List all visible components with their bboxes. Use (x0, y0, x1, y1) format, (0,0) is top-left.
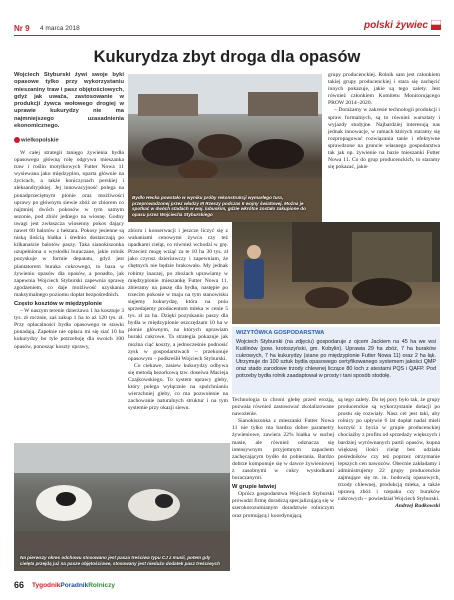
farmer-photo (232, 222, 440, 324)
region-name: wielkopolskie (21, 137, 59, 144)
column-3 (328, 72, 440, 171)
column-1 (14, 150, 124, 351)
lead-paragraph: Wojciech Styburski żywi swoje byki opasowe tylko przy wykorzystaniu mieszaniny traw i pasz objętościowych, gdyż jak uważa, zastosowanie w produkcji żywca wołowego drogiej w uprawie kukurydzy nie ma najmniejszego uzasadnienia ekonomicznego. (14, 72, 124, 130)
col2-paragraph-b: Co ciekawe, zasiew kukurydzy odbywa się metodą bezorkową tzw. doseiwa Macieja Czajkowskiego. To system uprawy gleby, który polega wyłącznie na spulchnianiu wierzchniej gleby, co ma pozwolenie na zachowanie naturalnych struktur i na tym systemie przy okazji siewu. (128, 362, 228, 412)
col3-low-paragraph: są tego zalety. Do tej pory było tak, że grupy producenckie są wykorzystanie dotacji po prostu się rozwiały. Nasz cel jest taki, aby rolnicy po upływie 6 lat dopłat nadal mieli korzyść z bycia w grupie producenckiej chociażby z profitu od sprzedaży większych i bardziej wyrównanych partii opasów, kupna większej ilości cieląt bez udziału pośredników czy też poprzez otrzymanie lepszych cen nawozów. Obecnie zakładamy i administrujemy 22 grupy producenckie zajmujące się m. in. hodowlą opasowych, trzody chlewnej, produkcją mleka, a także uprawą zbóż i rzepaku czy buraków cukrowych – powiedział Wojciech Styburski. (338, 397, 440, 503)
farm-info-box (232, 327, 440, 394)
issue-date: 4 marca 2018 (40, 25, 80, 32)
calves-photo (14, 443, 230, 571)
col3-paragraph: grupy producenckiej. Rolnik sam jest członkiem takiej grupy producenckiej i stara się zachęcić innych pokazuje, jakie są tego zalety. Jest również członkiem Komitetu Monitorującego PROW 2014–2020. (328, 72, 440, 107)
page-title: Kukurydza zbyt droga dla opasów (93, 48, 361, 66)
col1-paragraph: W całej strategii tanięgo żywienia bydła opasowego główną rolę odgrywa mieszanka traw i roślin motylkowych Futter Nowa 11 wysiewana jako międzyplon, oparta głównie na życicach, a także koniczynach perskiej i aleksandryjskiej. Jej innowacyjność polega na ponadprzeciętnym plonie oraz możliwości uprawy po głównym siewie zbóż ze zbiorem co najmniej dwóch pokosów w tym samym sezonie, pod zbiór jednego na wiosnę. Godny uwagi jest zwłaszcza wiosenny pokos dający nawet 60 balotów z hektara. Pokosy jesienne są niską ilością białka i średnio dostarczają po kilkanaście balotów paszy. Taka sianokiszonka uzupełniona o wysłodki buraczane, jakie rolnik pozyskuje w formie depatatu, gdyż jest plantatorem buraka cukrowego, to baza w żywieniu opasów dla opasów, a ponadto, jak zapewnia Wojciech Styburski zapewnia sprawę zgodzeniem, co daje możliwość uzyskania maksymalnego poziomu dopłat bezpośrednich. (14, 150, 124, 298)
column-2 (128, 228, 228, 412)
brand-part-3: Rolniczy (88, 582, 115, 589)
brand-logo (32, 582, 115, 589)
brand-part-2: Poradnik (60, 582, 89, 589)
farmer-illustration (232, 222, 440, 324)
author-name: Andrzej Rudkowski (395, 503, 440, 510)
brand-part-1: Tygodnik (32, 582, 61, 589)
region-tag (14, 137, 59, 144)
col3-paragraph-b: – Dorażamy w zakresie technologii produkcji i spraw formalnych, są to również warsztaty i wyjazdy studyjne. Najbardziej interesują nas jednak innowacje, w ramach których staramy się rozpropagować rozwiązania tanie i efektywne sprawdzone na gruncie własnego gospodarstwa tak jak np. żywienie na bazie mieszanki Futter Nowa 11. Co do grup producenckich, to staramy się pokazać, jakie (328, 107, 440, 171)
issue-number: Nr 9 (14, 24, 30, 33)
col2-paragraph: zbioru i konserwacji i jeszcze liczyć się z wahaniami cenowymi żywca czy też upadkami cieląt, co również wchodzi w grę. Przecież mogę wziąć za te 10 ha 30 tys. zł jako czynsz dzierżawczy i zapewniam, że chętnych nie będzie brakowało. My jednak robimy inaczej, po zbożach uprawiamy w międzyplonie mieszankę Futter Nowa 11, zbieramy na paszę dla bydła, następie po trzecim pokosie w maju na tym stanowisku sięjemy kukurydzę, która na pniu sprzedajemy producentom mleka w cenie 5 tys. zł za ha. Dzięki pozyskaniu paszy dla bydła w międzyplonie oszczędzam 10 ha w plonie głównym, na których uprawiam buraki cukrowe. Ta strategia pokazuje jak można ciąć koszty, a jednocześnie podnosić zysk w gospodarstwach – przekonuje opasowym – podkreślił Wojciech Styburski. (128, 228, 228, 362)
col1-subheading: Często kosztów w międzyplonie (14, 300, 102, 307)
box-heading: WIZYTÓWKA GOSPODARSTWA (236, 330, 325, 336)
section-logo (364, 20, 441, 31)
column-2-lower (232, 397, 334, 520)
photo-caption-2: Na pierwszy okres odchowu stosowano jest pasza treściwa typu CJ z musli, potem gdy cielęta przejdą już na pasze objętościowe, stosowany jest niedużo dodatek pasz treściwych (20, 555, 220, 567)
col1-paragraph-b: – W naszym terenie dzierżawa 1 ha kosztuje 3 tys. zł rocznie, zaś zakup 1 ha to aż 120 tys. zł. Przy opłacalności bydła opasowego te stawki ponadają. Zapełnie nie opłaca mi się siać 10 ha kukurydzy bo tyle potrzebuję dla swoich 100 opasów, ponosząc koszty uprawy, (14, 308, 124, 350)
col2-subheading: W grupie łatwiej (232, 484, 277, 491)
col2-low-paragraph-c: Oprócz gospodarstwa Wojciech Styburski prowadzi firmę doradczą specjalizującą się w szerokorozumianym doradztwie rolniczym oraz promującą i koordynującą (232, 491, 334, 519)
col2-low-paragraph-b: Sianokiszonka z mieszanki Futter Nowa 11 nie tylko ma bardzo dobre parametry żywieniowe, zawiera 22% białka w suchej masie, ale również odznacza się intensywnym przyjemnym zapachem zachęcającym bydło do pobierania. Bardzo dobrze komponuje się w dawce żywieniowej z zasobnymi w cukry wysłodkami buraczanymi. (232, 418, 334, 482)
photo-caption-1: Bydło Hecka powstało w wyniku próby rekonstrukcji wymarłego tura, przeprowadzonej przez władzy III Rzeszy podczas II wojny światowej. Można je spotkać w dwóch stadach w woj. lubuskim, gdzie wkrótce zostało zakupione do opasu przez Wojciecha Styburskiego (132, 194, 306, 218)
cattle-photo (128, 74, 322, 222)
section-name: polski żywiec (364, 20, 428, 31)
header-divider (14, 35, 440, 36)
location-pin-icon (14, 137, 20, 143)
col2-low-paragraph: Technologia ta chroni glebę przed erozją, pozwala również zastosować zkolalizowane nawożenie. (232, 397, 334, 418)
flag-icon (431, 20, 441, 30)
calves-illustration (14, 443, 230, 571)
column-3-lower (338, 397, 440, 511)
page-number: 66 (14, 580, 25, 590)
box-text: Wojciech Styburski (na zdjęciu) gospodaruje z ojcem Jackiem na 45 ha we wsi Kuślinów (pow. krotoszyński, gm. Kobylin). Uprawia 29 ha zbóż, 7 ha buraków cukrowych, 7 ha kukurydzy (siane po międzyplonie Futter Nowa 11) oraz 2 ha łąk. Utrzymuje do 100 sztuk bydła opasowego certyfikowanego systemem jakości QMP oraz stado zarodowe trzody chlewnej liczące 80 loch z atestami PQS i QAFP. Pod potrzeby bydła rolnik zaadaptował w prosty i tani sposób stodołę. (236, 339, 436, 379)
